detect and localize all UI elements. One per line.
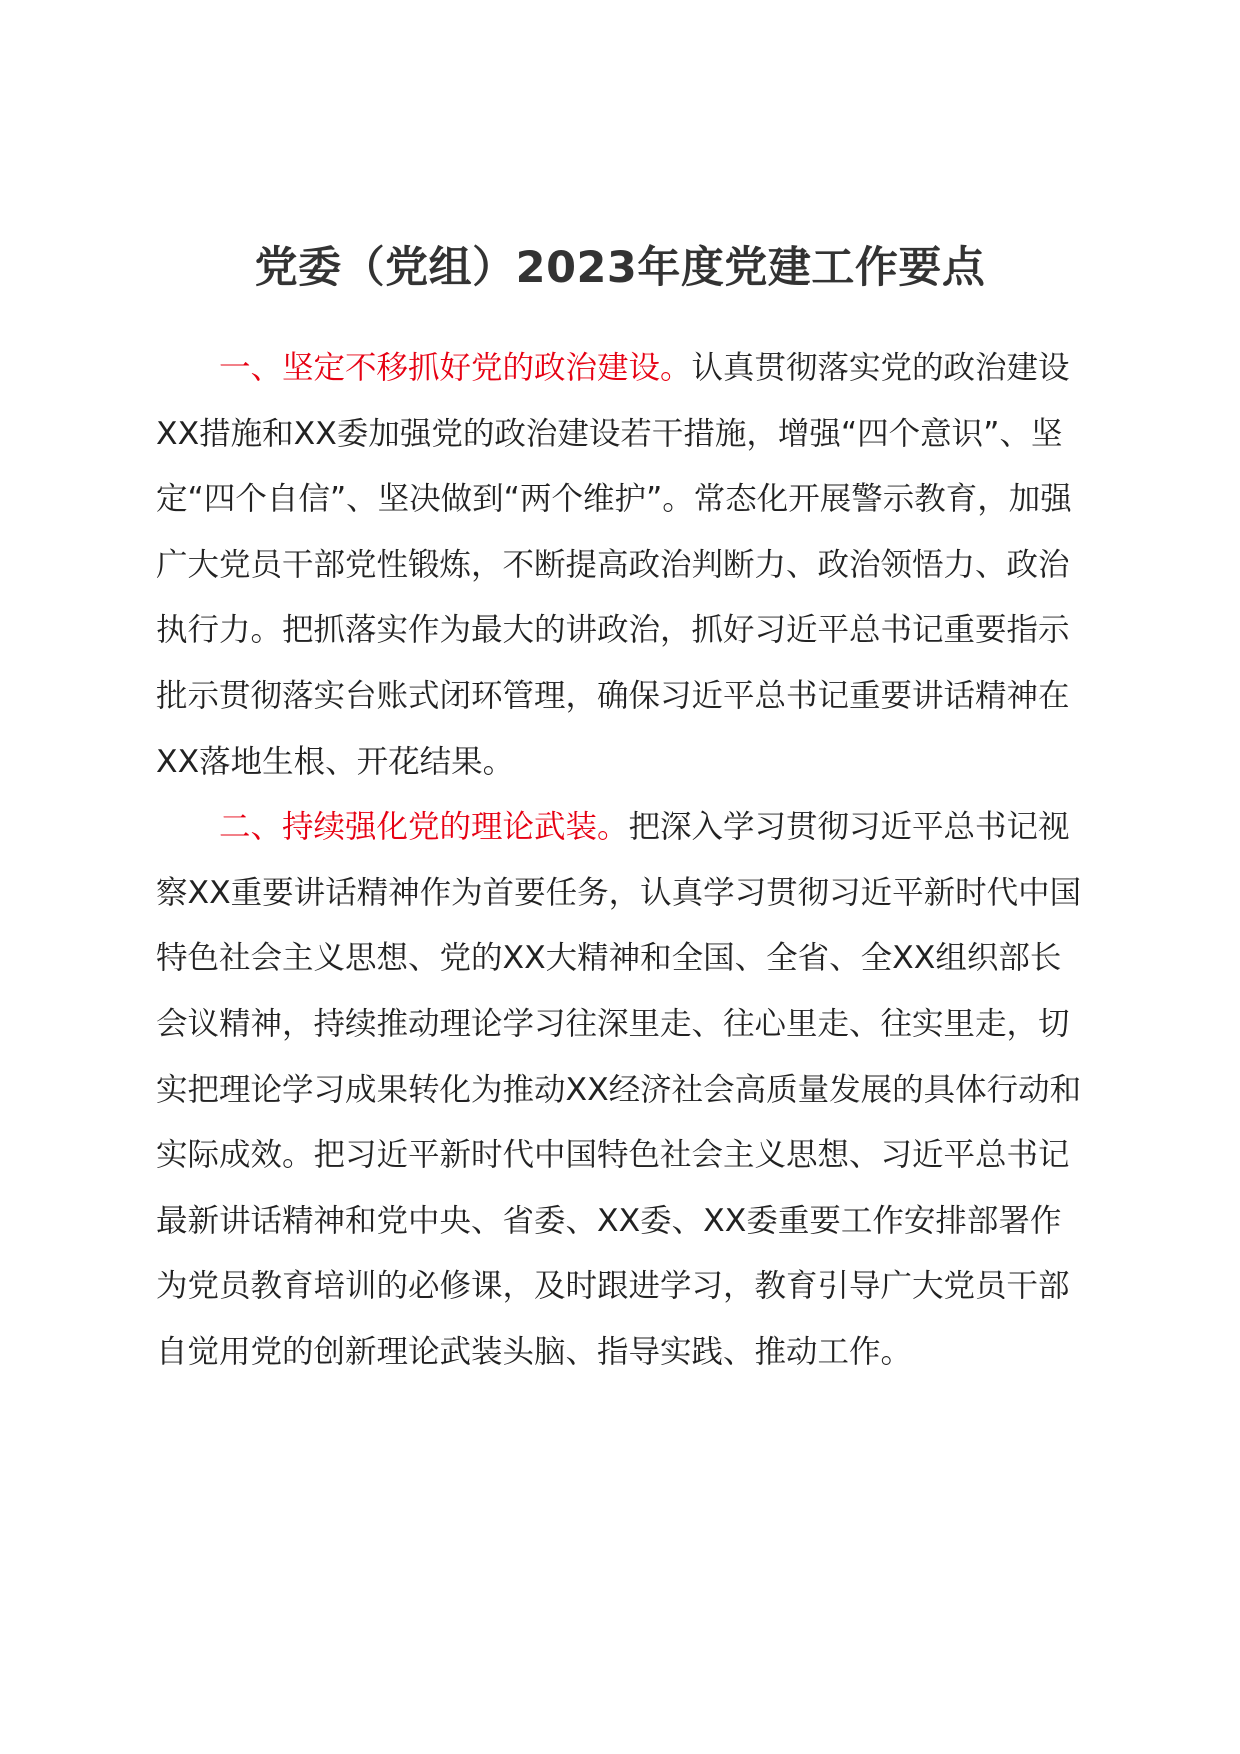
section-paragraph-1 [156,336,1088,795]
document-body [156,336,1088,1386]
document-title: 党委（党组）2023年度党建工作要点 [254,243,986,293]
section-heading-1: 一、坚定不移抓好党的政治建设。 [219,350,692,386]
section-paragraph-2 [156,795,1088,1385]
section-heading-2: 二、持续强化党的理论武装。 [219,809,629,846]
section-body-2: 把深入学习贯彻习近平总书记视察XX重要讲话精神作为首要任务，认真学习贯彻习近平新时代中国特色社会主义思想、党的XX大精神和全国、全省、全XX组织部长会议精神，持续推动理论学习往深里走、往心里走、往实里走，切实把理论学习成果转化为推动XX经济社会高质量发展的具体行动和实际成效。把习近平新时代中国特色社会主义思想、习近平总书记最新讲话精神和党中央、省委、XX委、XX委重要工作安排部署作为党员教育培训的必修课，及时跟进学习，教育引导广大党员干部自觉用党的创新理论武装头脑、指导实践、推动工作。 [156,809,1082,1370]
section-body-1: 认真贯彻落实党的政治建设XX措施和XX委加强党的政治建设若干措施，增强“四个意识”、坚定“四个自信”、坚决做到“两个维护”。常态化开展警示教育，加强广大党员干部党性锻炼，不断提高政治判断力、政治领悟力、政治执行力。把抓落实作为最大的讲政治，抓好习近平总书记重要指示批示贯彻落实台账式闭环管理，确保习近平总书记重要讲话精神在XX落地生根、开花结果。 [156,350,1072,780]
